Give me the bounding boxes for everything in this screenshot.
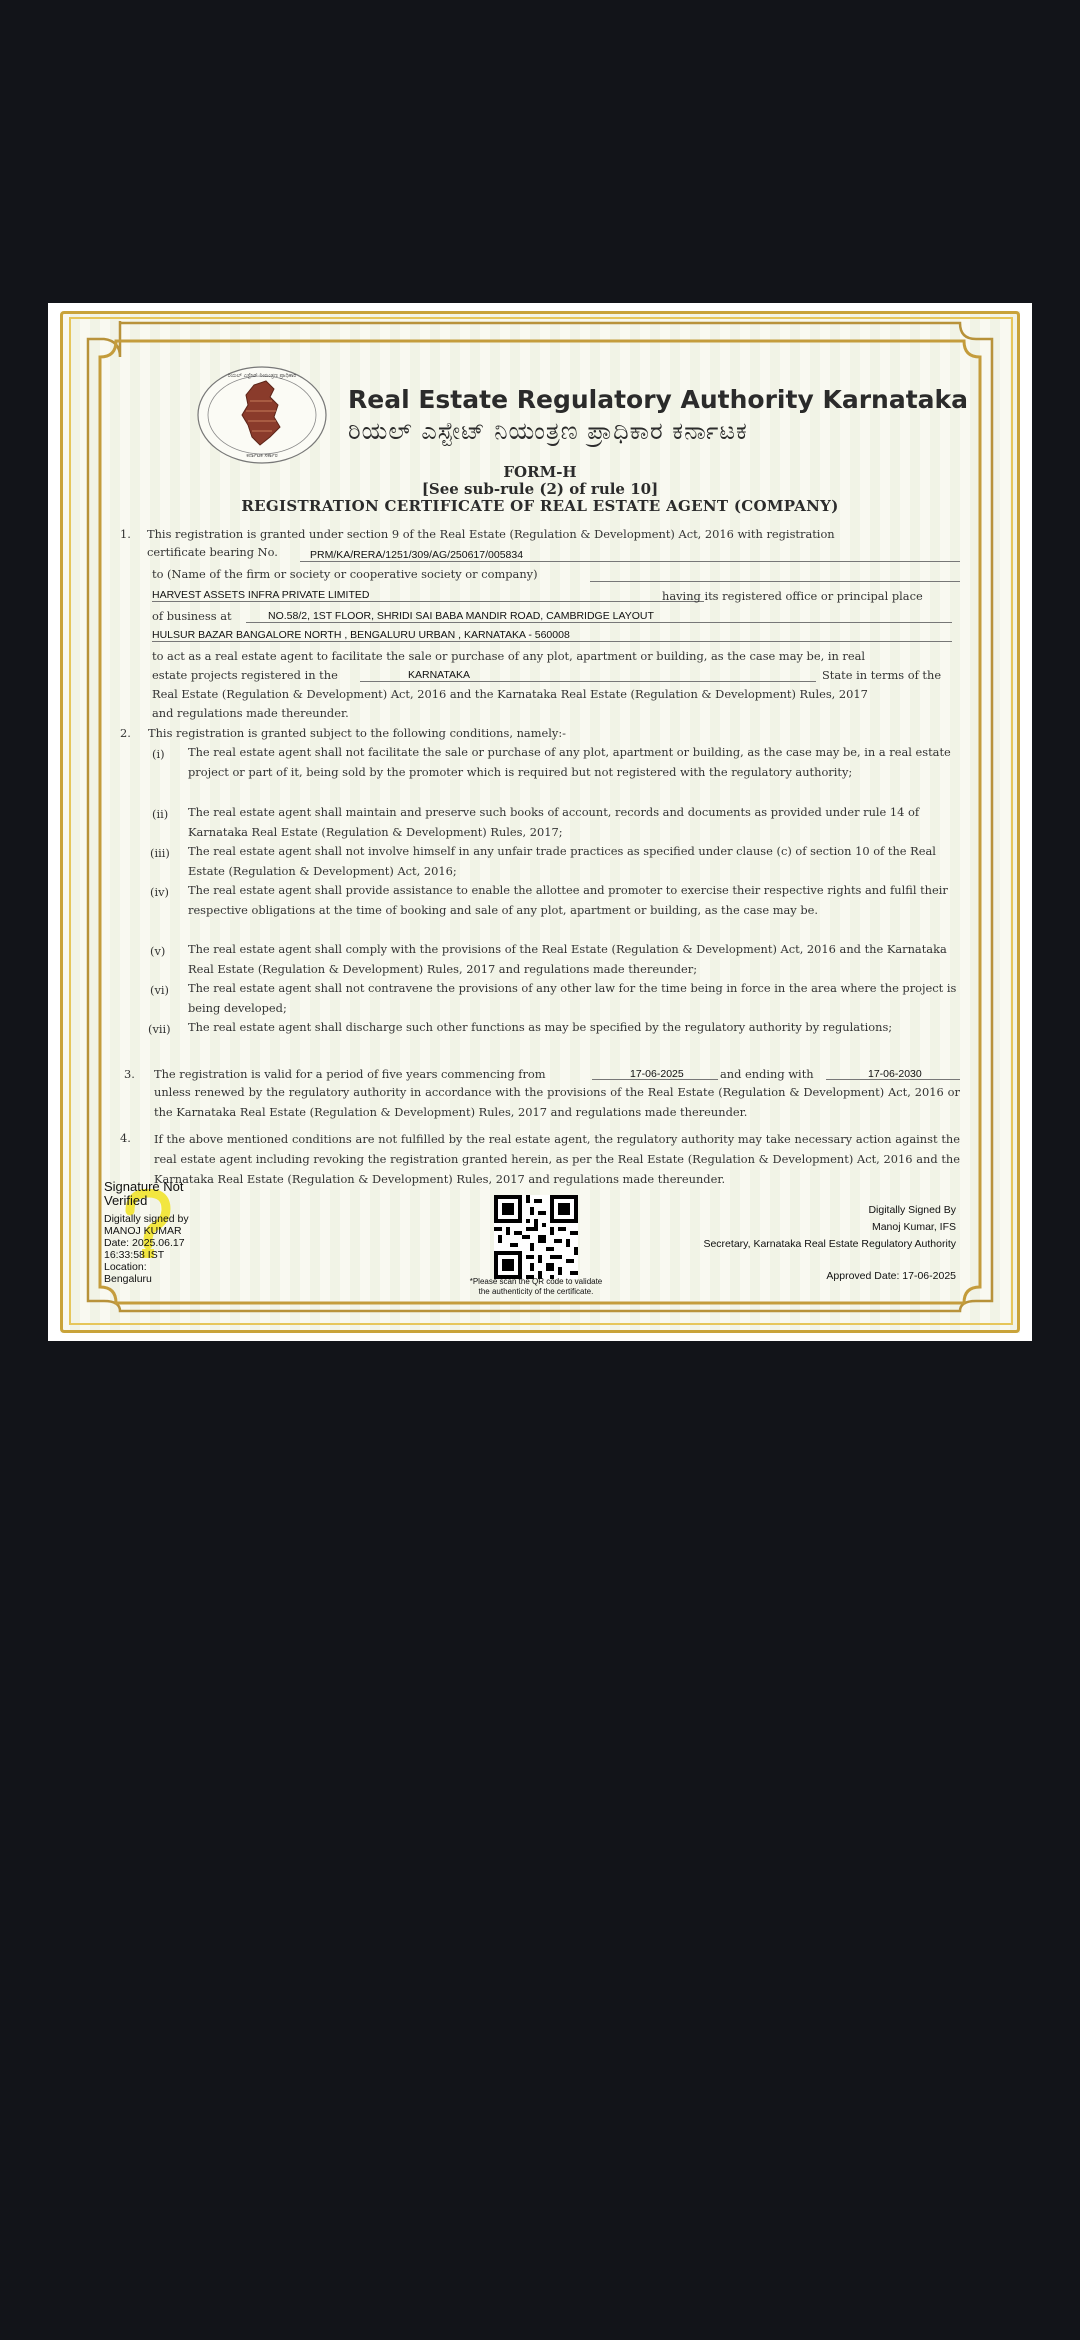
signer-designation: Secretary, Karnataka Real Estate Regulatory Authority	[703, 1238, 956, 1250]
rera-emblem-icon	[196, 365, 328, 465]
para1-number: 1.	[120, 527, 131, 541]
signature-detail: Date: 2025.06.17	[104, 1237, 185, 1249]
company-name: HARVEST ASSETS INFRA PRIVATE LIMITED	[152, 589, 370, 601]
emblem-text-bottom: ಕರ್ನಾಟಕ ಸರ್ಕಾರ	[246, 453, 278, 459]
para1-line10: and regulations made thereunder.	[152, 706, 349, 720]
registration-number: PRM/KA/RERA/1251/309/AG/250617/005834	[310, 549, 524, 561]
state-underline	[360, 681, 816, 682]
para1-line9: Real Estate (Regulation & Development) Act, 2016 and the Karnataka Real Estate (Regulation & Development) Rules, 2017	[152, 687, 868, 701]
state-name: KARNATAKA	[408, 669, 471, 681]
condition-text: The real estate agent shall comply with the provisions of the Real Estate (Regulation & Development) Act, 2016 and the Karnataka Real Estate (Regulation & Development) Rules, 2017 and regulations made thereunder;	[188, 942, 947, 976]
para2-intro: This registration is granted subject to the following conditions, namely:-	[148, 726, 567, 740]
certificate	[48, 303, 1032, 1341]
para1-line3: to (Name of the firm or society or cooperative society or company)	[152, 567, 538, 581]
signature-status-line2: Verified	[104, 1193, 148, 1208]
qr-note	[444, 1277, 628, 1297]
authority-title-kannada: ರಿಯಲ್ ಎಸ್ಟೇಟ್ ನಿಯಂತ್ರಣ ಪ್ರಾಧಿಕಾರ ಕರ್ನಾಟಕ	[348, 417, 748, 445]
signature-detail: Bengaluru	[104, 1273, 152, 1285]
condition-number: (iv)	[150, 885, 169, 899]
para1-line8b: State in terms of the	[822, 668, 942, 682]
condition-number: (iii)	[150, 846, 170, 860]
end-date-underline	[826, 1079, 960, 1080]
condition-text: The real estate agent shall maintain and preserve such books of account, records and documents as provided under rule 14 of Karnataka Real Estate (Regulation & Development) Rules, 2017;	[188, 805, 920, 839]
para3-number: 3.	[124, 1067, 135, 1081]
para2-number: 2.	[120, 726, 131, 740]
para4-number: 4.	[120, 1131, 131, 1145]
signed-by-label: Digitally Signed By	[868, 1204, 956, 1216]
company-underline	[152, 601, 704, 602]
digital-signature-details	[104, 1213, 189, 1285]
condition-number: (v)	[150, 944, 166, 958]
condition-number: (vi)	[150, 983, 169, 997]
para3-text-rest: unless renewed by the regulatory authority in accordance with the provisions of the Real Estate (Regulation & Development) Act, 2016 or the Karnataka Real Estate (Regulation & Development) Rules, 2017 and regulations made thereunder.	[154, 1085, 960, 1119]
para1-having: having its registered office or principal place	[662, 589, 923, 603]
condition-text: The real estate agent shall not contravene the provisions of any other law for the time being in force in the area where the project is being developed;	[188, 981, 957, 1015]
certificate-heading: REGISTRATION CERTIFICATE OF REAL ESTATE AGENT (COMPANY)	[241, 497, 839, 515]
address2-underline	[152, 641, 952, 642]
signature-detail: Location:	[104, 1261, 147, 1273]
condition-number: (i)	[152, 747, 165, 761]
condition-text: The real estate agent shall not facilitate the sale or purchase of any plot, apartment or building, as the case may be, in a real estate project or part of it, being sold by the promoter which is required but not registered with the regulatory authority;	[188, 745, 951, 779]
qr-note-line: *Please scan the QR code to validate	[469, 1277, 603, 1286]
condition-text: The real estate agent shall provide assistance to enable the allottee and promoter to exercise their respective rights and fulfil their respective obligations at the time of booking and sale of any plot, apartment or building, as the case may be.	[188, 883, 948, 917]
signature-status-line1: Signature Not	[104, 1179, 184, 1194]
signer-name: Manoj Kumar, IFS	[871, 1221, 956, 1233]
signature-detail: MANOJ KUMAR	[104, 1225, 182, 1237]
address-line2: HULSUR BAZAR BANGALORE NORTH , BENGALURU URBAN , KARNATAKA - 560008	[152, 629, 570, 641]
condition-number: (vii)	[148, 1022, 171, 1036]
qr-code[interactable]	[494, 1195, 578, 1279]
para1-line5: of business at	[152, 609, 232, 623]
para1-line8a: estate projects registered in the	[152, 668, 338, 682]
emblem-text-top: ರಿಯಲ್ ಎಸ್ಟೇಟ್ ನಿಯಂತ್ರಣ ಪ್ರಾಧಿಕಾರ	[227, 373, 297, 379]
signature-detail: 16:33:58 IST	[104, 1249, 165, 1261]
condition-number: (ii)	[152, 807, 169, 821]
signature-status	[104, 1180, 184, 1208]
form-number: FORM-H	[503, 463, 577, 481]
company-name-underline	[590, 581, 960, 582]
para3-text-b: and ending with	[720, 1067, 814, 1081]
valid-from-date: 17-06-2025	[630, 1068, 684, 1080]
authority-title-english: Real Estate Regulatory Authority Karnataka	[348, 385, 969, 414]
qr-note-line: the authenticity of the certificate.	[478, 1287, 594, 1296]
valid-until-date: 17-06-2030	[868, 1068, 922, 1080]
address-line1: NO.58/2, 1ST FLOOR, SHRIDI SAI BABA MANDIR ROAD, CAMBRIDGE LAYOUT	[268, 610, 654, 622]
para4-text: If the above mentioned conditions are not fulfilled by the real estate agent, the regulatory authority may take necessary action against the real estate agent including revoking the registration granted herein, as per the Real Estate (Regulation & Development) Act, 2016 and the Karnataka Real Estate (Regulation & Development) Rules, 2017 and regulations made thereunder.	[154, 1132, 960, 1186]
approved-date: Approved Date: 17-06-2025	[826, 1270, 956, 1282]
start-date-underline	[592, 1079, 718, 1080]
form-rule: [See sub-rule (2) of rule 10]	[421, 480, 659, 498]
para1-line2: certificate bearing No.	[147, 545, 278, 559]
reg-no-underline	[300, 561, 960, 562]
para3-text-a: The registration is valid for a period of five years commencing from	[154, 1067, 546, 1081]
para1-line1: This registration is granted under section 9 of the Real Estate (Regulation & Development) Act, 2016 with registration	[147, 527, 835, 541]
signature-detail: Digitally signed by	[104, 1213, 189, 1225]
condition-text: The real estate agent shall discharge such other functions as may be specified by the regulatory authority by regulations;	[188, 1020, 893, 1034]
address1-underline	[246, 622, 952, 623]
para1-line7: to act as a real estate agent to facilitate the sale or purchase of any plot, apartment or building, as the case may be, in real	[152, 649, 866, 663]
condition-text: The real estate agent shall not involve himself in any unfair trade practices as specified under clause (c) of section 10 of the Real Estate (Regulation & Development) Act, 2016;	[188, 844, 936, 878]
